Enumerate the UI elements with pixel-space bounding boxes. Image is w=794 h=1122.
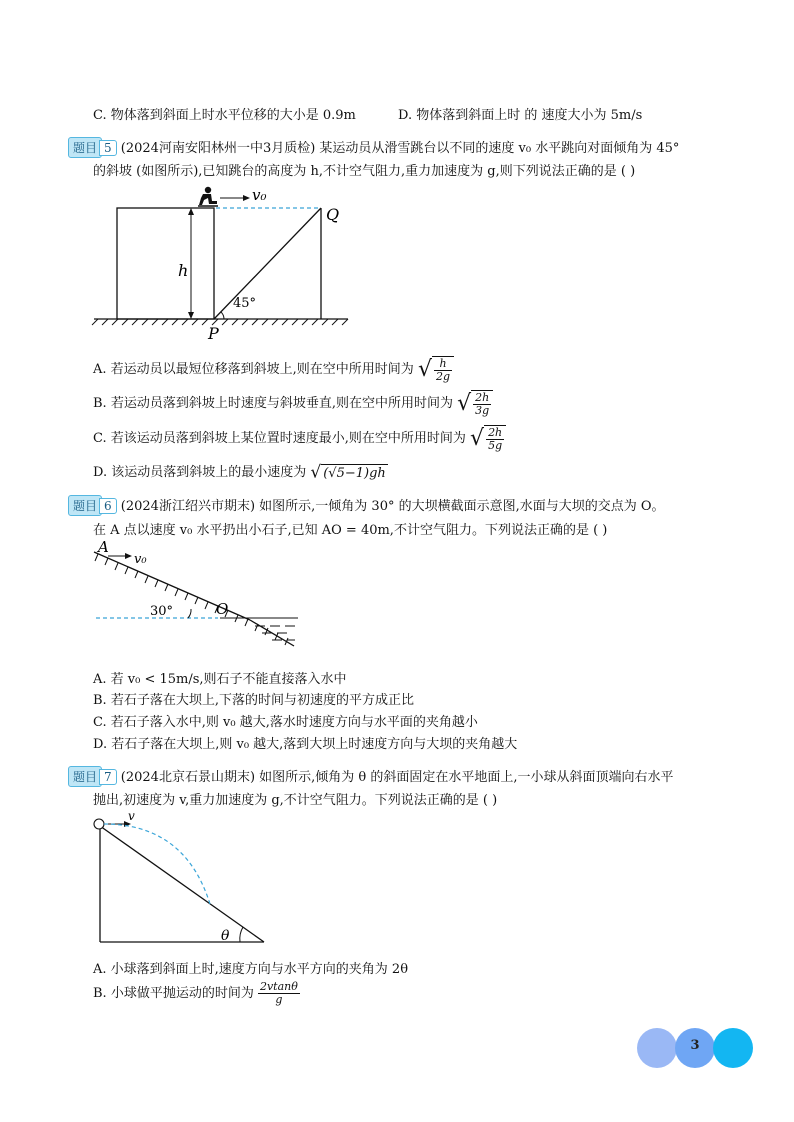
q6-v0-label: v₀: [134, 552, 147, 567]
q5-c-denominator: 5g: [488, 439, 503, 452]
q6-number: 6: [99, 498, 117, 514]
page-circle-left: [637, 1028, 677, 1068]
q7-stem-line1: (2024北京石景山期末) 如图所示,倾角为 θ 的斜面固定在水平地面上,一小球从斜面顶端向右水平: [120, 770, 674, 785]
q7-option-b-text: B. 小球做平抛运动的时间为: [93, 986, 254, 1001]
q7-figure: [90, 812, 270, 952]
q7-theta-label: θ: [221, 928, 230, 944]
skier-icon: [198, 187, 218, 206]
q7-option-b: [93, 981, 300, 1006]
q5-option-a: A. 若运动员以最短位移落到斜坡上,则在空中所用时间为 √ $\frac{h}{2g}$: [93, 356, 454, 383]
page-circle-right: [713, 1028, 753, 1068]
q5-h-label: h: [178, 261, 189, 280]
q6-badge: 题目: [68, 495, 102, 516]
prev-option-d: D. 物体落到斜面上时 的 速度大小为 5m/s: [398, 108, 643, 123]
q6-o-label: O: [216, 600, 229, 618]
q5-option-a-text: A. 若运动员以最短位移落到斜坡上,则在空中所用时间为: [93, 362, 414, 377]
q5-b-numerator: 2h: [475, 391, 490, 404]
q6-figure: [90, 538, 305, 658]
q7-badge: 题目: [68, 766, 102, 787]
q5-d-expr: (√5−1)gh: [323, 466, 386, 481]
q5-option-d: D. 该运动员落到斜坡上的最小速度为 √ (√5−1)gh: [93, 462, 386, 483]
ball-icon: [94, 819, 104, 829]
q7-b-numerator: 2vtanθ: [259, 980, 298, 993]
q5-b-denominator: 3g: [475, 404, 490, 417]
q5-c-numerator: 2h: [488, 426, 503, 439]
q5-angle-label: 45°: [233, 296, 257, 311]
q7-stem-line2: 抛出,初速度为 v,重力加速度为 g,不计空气阻力。下列说法正确的是 ( ): [93, 793, 498, 808]
q7-line1: [68, 766, 674, 787]
q5-option-b-text: B. 若运动员落到斜坡上时速度与斜坡垂直,则在空中所用时间为: [93, 396, 453, 411]
q5-figure: [90, 182, 360, 347]
q7-option-a: A. 小球落到斜面上时,速度方向与水平方向的夹角为 2θ: [93, 962, 409, 977]
q5-line1: [68, 137, 679, 158]
q5-badge: 题目: [68, 137, 102, 158]
q5-v0-label: v₀: [252, 186, 267, 204]
q6-a-label: A: [98, 538, 109, 556]
q7-v-label: v: [128, 812, 135, 823]
page-number-badge: [637, 1027, 755, 1069]
q5-number: 5: [99, 140, 117, 156]
prev-option-c: C. 物体落到斜面上时水平位移的大小是 0.9m: [93, 108, 356, 123]
q5-a-denominator: 2g: [435, 370, 451, 383]
q6-option-a: A. 若 v₀ < 15m/s,则石子不能直接落入水中: [93, 672, 347, 687]
page-number: 3: [690, 1038, 700, 1053]
q6-line1: [68, 495, 665, 516]
q5-stem-line1: (2024河南安阳林州一中3月质检) 某运动员从滑雪跳台以不同的速度 v₀ 水平跳向对面倾角为 45°: [120, 141, 680, 156]
q6-option-d: D. 若石子落在大坝上,则 v₀ 越大,落到大坝上时速度方向与大坝的夹角越大: [93, 737, 518, 752]
q6-stem-line1: (2024浙江绍兴市期末) 如图所示,一倾角为 30° 的大坝横截面示意图,水面与大坝的交点为 O。: [120, 499, 665, 514]
q5-a-numerator: h: [434, 358, 452, 371]
q6-option-c: C. 若石子落入水中,则 v₀ 越大,落水时速度方向与水平面的夹角越小: [93, 715, 478, 730]
q5-q-label: Q: [326, 205, 340, 224]
q5-option-b: B. 若运动员落到斜坡上时速度与斜坡垂直,则在空中所用时间为 √ $\frac{2h}{3g}$: [93, 390, 493, 417]
q6-angle-label: 30°: [150, 604, 174, 619]
q6-option-b: B. 若石子落在大坝上,下落的时间与初速度的平方成正比: [93, 693, 414, 708]
q7-b-denominator: g: [275, 993, 283, 1006]
q7-number: 7: [99, 769, 117, 785]
q5-option-d-text: D. 该运动员落到斜坡上的最小速度为: [93, 465, 307, 480]
q5-p-label: P: [208, 324, 219, 343]
q5-option-c: C. 若该运动员落到斜坡上某位置时速度最小,则在空中所用时间为 √ $\frac{2h}{5g}$: [93, 425, 506, 452]
q6-stem-line2: 在 A 点以速度 v₀ 水平扔出小石子,已知 AO = 40m,不计空气阻力。下列说法正确的是 ( ): [93, 523, 608, 538]
q5-option-c-text: C. 若该运动员落到斜坡上某位置时速度最小,则在空中所用时间为: [93, 431, 466, 446]
q5-stem-line2: 的斜坡 (如图所示),已知跳台的高度为 h,不计空气阻力,重力加速度为 g,则下列说法正确的是 ( ): [93, 164, 636, 179]
